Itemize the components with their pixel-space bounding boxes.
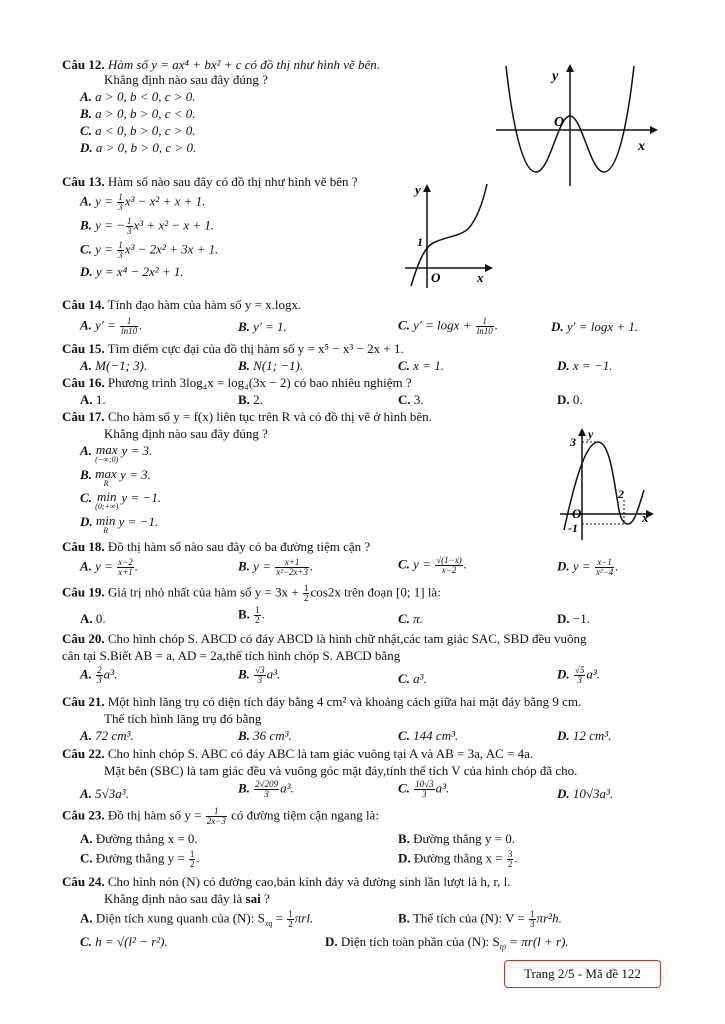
option-d[interactable]: D. $\frac{√5}{3}$ a³. (557, 665, 600, 685)
option-b[interactable]: B. a > 0, b > 0, c < 0. (80, 106, 196, 121)
graph-q12 (492, 60, 662, 190)
question-20: Câu 20. Cho hình chóp S. ABCD có đáy ABCD là hình chữ nhật,các tam giác SAC, SBD đều vuông (62, 631, 587, 646)
option-c[interactable]: C. 144 cm³. (398, 728, 459, 743)
option-b[interactable]: B. y = − $\frac{1}{3}$ x³ + x² − x + 1. (80, 216, 215, 236)
option-b[interactable]: B. N(1; −1). (238, 358, 304, 373)
question-19: Câu 19. Giá trị nhỏ nhất của hàm số y = 3x + $\frac{1}{2}$ cos2x trên đoạn [0; 1] là: (62, 583, 441, 603)
svg-text:x: x (642, 510, 649, 525)
question-stem-line2: Khẳng định nào sau đây đúng ? (104, 72, 268, 87)
svg-text:x: x (477, 270, 484, 285)
question-stem: Hàm số y = ax⁴ + bx² + c có đồ thị như hình vẽ bên. (107, 57, 381, 72)
option-c[interactable]: C. 3. (398, 392, 424, 407)
option-d[interactable]: D. 10√3a³. (557, 786, 614, 801)
option-a[interactable]: A. y′ = $\frac{1}{\ln 10}$ . (80, 316, 143, 336)
option-d[interactable]: D. min R y = −1. (80, 513, 159, 535)
svg-text:1: 1 (417, 235, 423, 249)
option-a[interactable]: A. max (−∞;0) y = 3. (80, 442, 153, 464)
question-13: Câu 13. Hàm số nào sau đây có đồ thị như hình vẽ bên ? (62, 174, 358, 189)
option-b[interactable]: B. Thể tích của (N): V = $\frac{1}{3}$ πr²h. (398, 909, 562, 929)
option-b[interactable]: B. y′ = 1. (238, 319, 287, 334)
question-stem-line2: Khẳng định nào sau đây là sai ? (104, 891, 270, 906)
option-a[interactable]: A. $\frac{2}{3}$ a³. (80, 665, 118, 685)
option-c[interactable]: C. y′ = logx + $\frac{1}{\ln 10}$ . (398, 316, 498, 336)
question-17: Câu 17. Cho hàm số y = f(x) liên tục trên R và có đồ thị vẽ ở hình bên. (62, 409, 432, 424)
option-a[interactable]: A. 1. (80, 392, 106, 407)
question-12 (62, 57, 380, 73)
question-21: Câu 21. Một hình lăng trụ có diện tích đáy bằng 4 cm² và khoảng cách giữa hai mặt đáy bằng 9 cm. (62, 694, 582, 709)
option-a[interactable]: A. y = $\frac{x-2}{x+1}$ . (80, 557, 139, 577)
axis-x-label: x (638, 139, 645, 154)
question-24: Câu 24. Cho hình nón (N) có đường cao,bán kính đáy và đường sinh lần lượt là h, r, l. (62, 874, 511, 889)
svg-text:-1: -1 (568, 521, 578, 535)
option-d[interactable]: D. 0. (557, 392, 583, 407)
svg-text:2: 2 (618, 487, 624, 501)
option-d[interactable]: D. a > 0, b > 0, c > 0. (80, 140, 197, 155)
option-d[interactable]: D. Đường thẳng x = $\frac{3}{2}$ . (398, 849, 518, 869)
option-d[interactable]: D. −1. (557, 611, 590, 626)
option-c[interactable]: C. min (0;+∞) y = −1. (80, 489, 162, 511)
origin-label: O (554, 115, 565, 130)
page-footer: Trang 2/5 - Mã đề 122 (504, 960, 661, 988)
svg-text:O: O (572, 506, 582, 521)
question-18: Câu 18. Đồ thị hàm số nào sau đây có ba đường tiệm cận ? (62, 539, 371, 554)
option-d[interactable]: D. y = $\frac{x-1}{\text{x²−4}}$ . (557, 557, 619, 577)
option-b[interactable]: B. Đường thẳng y = 0. (398, 831, 515, 846)
option-c[interactable]: C. Đường thẳng y = $\frac{1}{2}$ . (80, 849, 200, 869)
option-b[interactable]: B. $\frac{1}{2}$ . (238, 605, 265, 625)
question-15: Câu 15. Tìm điểm cực đại của đồ thị hàm số y = x⁵ − x³ − 2x + 1. (62, 341, 404, 356)
option-a[interactable]: A. a > 0, b < 0, c > 0. (80, 89, 196, 104)
svg-text:O: O (431, 270, 441, 285)
option-c[interactable]: C. x = 1. (398, 358, 444, 373)
option-c[interactable]: C. π. (398, 611, 423, 626)
graph-q17 (558, 424, 662, 542)
question-22: Câu 22. Cho hình chóp S. ABC có đáy ABC là tam giác vuông tại A và AB = 3a, AC = 4a. (62, 746, 534, 761)
question-23: Câu 23. Đồ thị hàm số y = $\frac{1}{2x-3}$ có đường tiệm cận ngang là: (62, 806, 379, 826)
question-14: Câu 14. Tính đạo hàm của hàm số y = x.logx. (62, 297, 302, 312)
option-c[interactable]: C. y = $\frac{1}{3}$ x³ − 2x² + 3x + 1. (80, 240, 219, 260)
option-d[interactable]: D. 12 cm³. (557, 728, 612, 743)
question-number: Câu 12. (62, 57, 105, 72)
option-b[interactable]: B. max R y = 3. (80, 466, 151, 488)
svg-text:3: 3 (570, 435, 576, 449)
option-c[interactable]: C. $\frac{10√3}{3}$ a³. (398, 779, 450, 799)
option-a[interactable]: A. Diện tích xung quanh của (N): $S_{xq}$ = $\frac{1}{2}$ πrl. (80, 909, 314, 929)
option-a[interactable]: A. 72 cm³. (80, 728, 134, 743)
option-c[interactable]: C. a < 0, b > 0, c > 0. (80, 123, 196, 138)
option-b[interactable]: B. y = $\frac{x+1}{\text{x²−2x+3}}$ . (238, 557, 314, 577)
option-d[interactable]: D. y′ = logx + 1. (551, 319, 639, 334)
question-stem-line2: cân tại S.Biết AB = a, AD = 2a,thể tích hình chóp S. ABCD bằng (62, 648, 401, 663)
svg-text:y: y (588, 427, 594, 441)
svg-text:y: y (415, 182, 421, 197)
question-stem-line2: Thể tích hình lăng trụ đó bằng (104, 711, 262, 726)
option-b[interactable]: B. $\frac{√3}{3}$ a³. (238, 665, 281, 685)
option-c[interactable]: C. h = √(l² − r²). (80, 934, 168, 949)
option-c[interactable]: C. y = $\frac{√(1-x)}{x-2}$ . (398, 555, 467, 575)
option-b[interactable]: B. 2. (238, 392, 263, 407)
option-b[interactable]: B. $\frac{2√209}{3}$ a³. (238, 779, 294, 799)
question-stem-line2: Mặt bên (SBC) là tam giác đều và vuông góc mặt đáy,tính thể tích V của hình chóp đã cho. (104, 763, 578, 778)
option-a[interactable]: A. Đường thẳng x = 0. (80, 831, 198, 846)
option-d[interactable]: D. x = −1. (557, 358, 613, 373)
option-d[interactable]: D. y = x⁴ − 2x² + 1. (80, 264, 184, 279)
option-d[interactable]: D. Diện tích toàn phần của (N): $S_{tp} = \pi r(l + r)$. (325, 934, 569, 952)
option-a[interactable]: A. M(−1; 3). (80, 358, 148, 373)
axis-y-label: y (552, 69, 559, 84)
option-a[interactable]: A. y = $\frac{1}{3}$ x³ − x² + x + 1. (80, 192, 206, 212)
question-stem-line2: Khẳng định nào sau đây đúng ? (104, 426, 268, 441)
question-16: Câu 16. Phương trình 3log₄x = log₄(3x − 2) có bao nhiêu nghiệm ? (62, 375, 412, 390)
graph-q13 (403, 178, 495, 290)
option-a[interactable]: A. 5√3a³. (80, 786, 129, 801)
option-c[interactable]: C. a³. (398, 671, 427, 686)
option-b[interactable]: B. 36 cm³. (238, 728, 292, 743)
option-a[interactable]: A. 0. (80, 611, 106, 626)
